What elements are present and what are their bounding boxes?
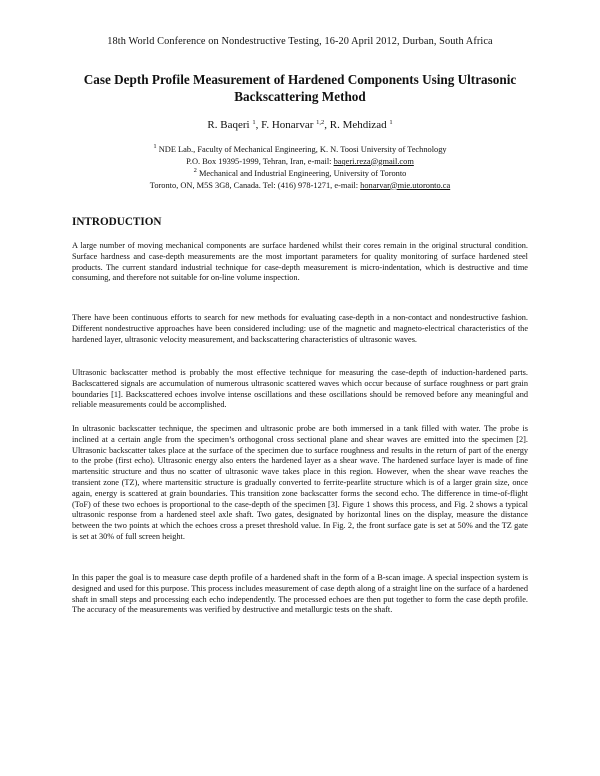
paper-title	[60, 71, 540, 105]
affiliation-text: NDE Lab., Faculty of Mechanical Engineering, K. N. Toosi University of Technology	[158, 145, 447, 154]
conference-header: 18th World Conference on Nondestructive Testing, 16-20 April 2012, Durban, South Africa	[107, 36, 493, 47]
body-paragraph: In ultrasonic backscatter technique, the specimen and ultrasonic probe are both immersed in a tank filled with water. The probe is inclined at a certain angle from the specimen’s orthogonal cross sectional plane and shear waves are emitted into the specimen [2]. Ultrasonic backscatter takes place at the surface of the specimen due to surface roughness and results in the return of part of the energy to the probe (first echo). Ultrasonic energy also enters the hardened layer as a shear wave. The hardened surface layer is made of fine martensitic structure and thus no scatter of ultrasonic wave takes place in this region. However, when the shear wave reaches the transient zone (TZ), where martensitic structure is gradually converted to ferrite-pearlite structure which is of a larger grain size, once again, energy is scattered at grain boundaries. This transition zone backscatter forms the second echo. The difference in time-of-flight (ToF) of these two echoes is proportional to the case-depth of the specimen [3]. Figure 1 shows this process, and Fig. 2 shows a typical ultrasonic response from a hardened steel axle shaft. Two gates, designated by horizontal lines on the display, measure the distance between the two points at which the echoes cross a preset threshold value. In Fig. 2, the front surface gate is set at 50% and the TZ gate is set at 30% of full screen height.	[72, 424, 528, 541]
title-line-1: Case Depth Profile Measurement of Hardened Components Using Ultrasonic	[83, 72, 517, 87]
email-link[interactable]: baqeri.reza@gmail.com	[333, 156, 414, 166]
author-affiliation-mark: 1	[252, 119, 256, 126]
affiliation-mark: 1	[153, 143, 157, 150]
title-line-2: Backscattering Method	[234, 89, 366, 104]
affiliation-mark: 2	[193, 167, 197, 174]
affiliation-address: P.O. Box 19395-1999, Tehran, Iran, e-mail:	[186, 156, 334, 166]
author-name: R. Mehdizad	[329, 119, 387, 131]
affiliation-1	[0, 141, 600, 167]
author-affiliation-mark: 1,2	[316, 119, 325, 126]
author-affiliation-mark: 1	[389, 119, 393, 126]
author-name: F. Honarvar	[261, 119, 314, 131]
section-heading: INTRODUCTION	[72, 216, 162, 228]
affiliation-2	[0, 165, 600, 191]
body-paragraph: In this paper the goal is to measure case depth profile of a hardened shaft in the form of a B-scan image. A special inspection system is designed and used for this purpose. This process includes measurement of case depth along of a straight line on the surface of a hardened shaft in small steps and processing each echo independently. The processed echoes are then put together to form the case depth profile. The accuracy of the measurements was verified by destructive and metallurgic tests on the shaft.	[72, 573, 528, 615]
author-name: R. Baqeri	[207, 119, 250, 131]
affiliation-address: Toronto, ON, M5S 3G8, Canada. Tel: (416) 978-1271, e-mail:	[149, 180, 361, 190]
body-paragraph: Ultrasonic backscatter method is probably the most effective technique for measuring the case-depth of induction-hardened parts. Backscattered signals are accumulation of numerous ultrasonic scattered waves which occur because of surface roughness or part grain boundaries [1]. Backscattered echoes involve intense oscillations and these oscillations should be removed before any meaningful and reliable measurements could be accomplished.	[72, 368, 528, 410]
author-list: R. Baqeri $^1$, F. Honarvar $^{1,2}$, R. Mehdizad $^1$	[207, 119, 393, 131]
body-paragraph: There have been continuous efforts to search for new methods for evaluating case-depth in a non-contact and nondestructive fashion. Different nondestructive approaches have been considered including: use of the magnetic and magneto-electrical characteristics of the hardened layer, ultrasonic velocity measurement, and backscattering characteristics of ultrasonic waves.	[72, 313, 528, 344]
email-link[interactable]: honarvar@mie.utoronto.ca	[360, 180, 451, 190]
affiliation-text: Mechanical and Industrial Engineering, University of Toronto	[198, 169, 407, 178]
body-paragraph: A large number of moving mechanical components are surface hardened whilst their cores remain in the original structural condition. Surface hardness and case-depth measurements are the most important parameters for quality monitoring of surface hardened steel products. The current standard industrial technique for case-depth measurement is micro-indentation, which is destructive and time consuming, and therefore not suitable for on-line volume inspection.	[72, 241, 528, 283]
